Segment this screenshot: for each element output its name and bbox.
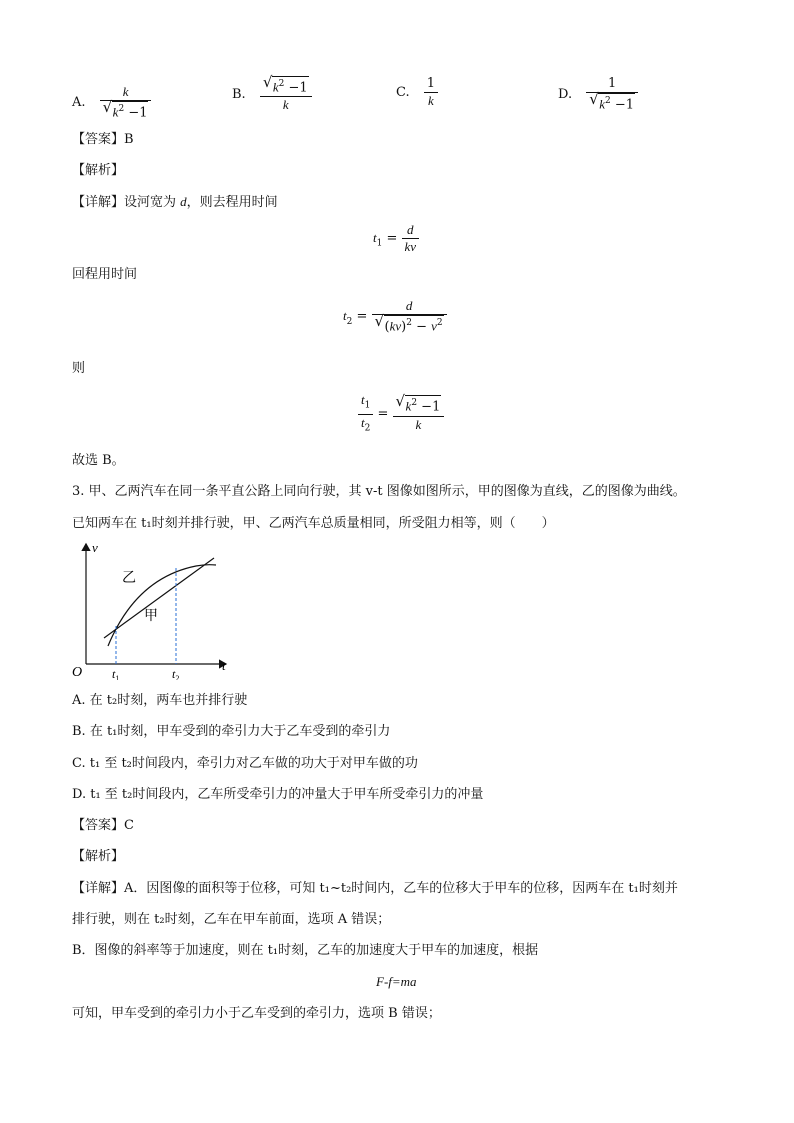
return-text: 回程用时间 bbox=[72, 267, 138, 282]
t1-label: $t_1$ bbox=[112, 667, 120, 680]
detail-q3-line3: B．图像的斜率等于加速度，则在 t₁时刻，乙车的加速度大于甲车的加速度，根据 bbox=[72, 943, 539, 958]
analysis-q2: 【解析】 bbox=[72, 163, 125, 178]
conclusion-q2: 故选 B。 bbox=[72, 453, 125, 468]
q3-stem-line2: 已知两车在 t₁时刻并排行驶，甲、乙两汽车总质量相同，所受阻力相等，则（ ） bbox=[72, 516, 555, 531]
q3-option-d: D. t₁ 至 t₂时间段内，乙车所受牵引力的冲量大于甲车所受牵引力的冲量 bbox=[72, 787, 484, 802]
vt-graph bbox=[66, 538, 236, 680]
q3-option-b: B. 在 t₁时刻，甲车受到的牵引力大于乙车受到的牵引力 bbox=[72, 724, 391, 739]
formula-t2: $t_2$ = d √ $(kv)^2 - v^2$ bbox=[343, 298, 447, 335]
option-a-fraction: k √ $k^2 -1$ bbox=[100, 84, 152, 121]
t2-label: $t_2$ bbox=[172, 667, 180, 680]
option-b-fraction: √ $k^2 -1$ k bbox=[260, 76, 312, 113]
option-d bbox=[558, 76, 638, 113]
option-b-label: B. bbox=[232, 87, 246, 103]
v-axis-label: v bbox=[92, 540, 98, 555]
answer-q2: 【答案】B bbox=[72, 132, 134, 147]
detail-q3-line1: 【详解】A．因图像的面积等于位移，可知 t₁~t₂时间内，乙车的位移大于甲车的位移，因两车在 t₁时刻并 bbox=[72, 881, 678, 896]
option-a bbox=[72, 84, 151, 121]
option-d-fraction: 1 √ $k^2 -1$ bbox=[586, 76, 638, 113]
formula-t1: $t_1$ = $\frac{d}{kv}$ bbox=[373, 222, 419, 255]
q3-option-a: A. 在 t₂时刻，两车也并排行驶 bbox=[72, 693, 248, 708]
detail-q2-intro: 【详解】设河宽为 d，则去程用时间 bbox=[72, 194, 278, 210]
option-d-label: D. bbox=[558, 87, 573, 103]
label-jia: 甲 bbox=[144, 608, 158, 624]
detail-q3-line4: 可知，甲车受到的牵引力小于乙车受到的牵引力，选项 B 错误； bbox=[72, 1006, 441, 1021]
q3-stem-line1: 3. 甲、乙两汽车在同一条平直公路上同向行驶，其 v-t 图像如图所示，甲的图像为直线，乙的图像为曲线。 bbox=[72, 484, 686, 499]
analysis-q3: 【解析】 bbox=[72, 849, 125, 864]
then-text: 则 bbox=[72, 361, 86, 376]
option-c-fraction: $\frac{1}{k}$ bbox=[424, 76, 438, 109]
option-a-label: A. bbox=[72, 95, 86, 111]
option-c bbox=[396, 76, 438, 109]
formula-ratio: $\frac{t_1}{t_2}$ = √ $k^2 -1$ k bbox=[358, 392, 444, 436]
detail-q3-line2: 排行驶，则在 t₂时刻，乙车在甲车前面，选项 A 错误； bbox=[72, 912, 391, 927]
label-yi: 乙 bbox=[122, 570, 136, 586]
option-b bbox=[232, 73, 312, 113]
formula-newton: F-f=ma bbox=[376, 974, 417, 989]
answer-q3: 【答案】C bbox=[72, 818, 134, 833]
line-jia bbox=[104, 558, 214, 638]
origin-label: O bbox=[72, 665, 83, 680]
t-axis-label: t bbox=[222, 658, 226, 673]
q3-option-c: C. t₁ 至 t₂时间段内，牵引力对乙车做的功大于对甲车做的功 bbox=[72, 756, 418, 771]
option-c-label: C. bbox=[396, 85, 410, 100]
